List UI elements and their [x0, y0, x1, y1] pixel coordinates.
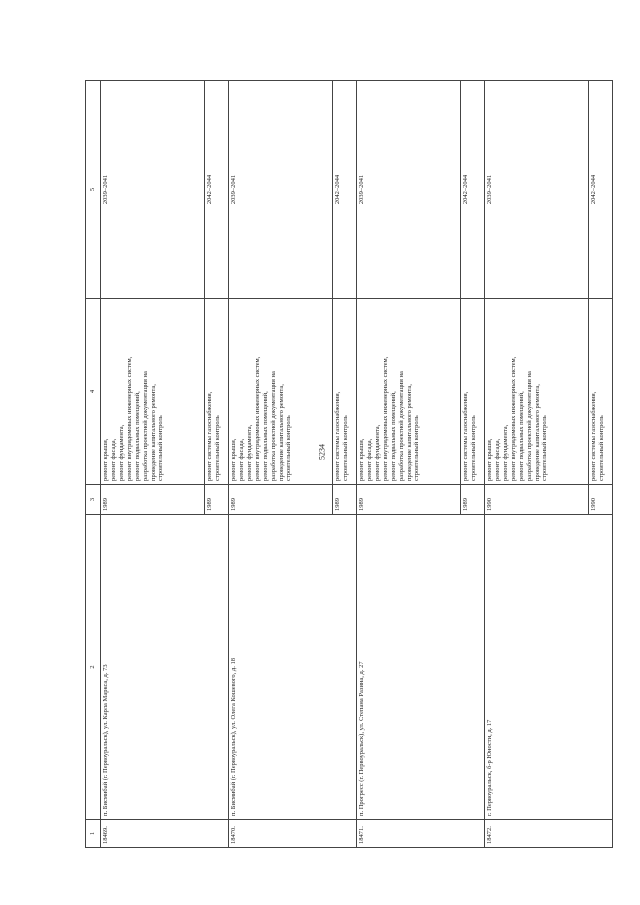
- record-number: 18472.: [485, 820, 613, 848]
- work-item: ремонт крыши,: [102, 438, 109, 481]
- record-address: п. Бисмибай (г. Первоуральск), ул. Карла Маркса, д. 73: [101, 515, 229, 820]
- works-list: [485, 299, 589, 485]
- works-list: [101, 299, 205, 485]
- work-item: ремонт системы газоснабжения,: [334, 391, 341, 481]
- work-item: разработка проектной документации на: [397, 371, 405, 481]
- header-cell: 3: [86, 485, 101, 515]
- build-year: 1989: [333, 485, 357, 515]
- header-cell: 1: [86, 820, 101, 848]
- table-row: [229, 81, 333, 848]
- work-item: ремонт крыши,: [358, 438, 365, 481]
- work-item: проведение капитального ремонта,: [405, 384, 413, 481]
- table-container: [85, 80, 605, 848]
- repair-period: 2039–2041: [485, 81, 589, 299]
- works-list: [229, 299, 333, 485]
- repair-period: 2039–2041: [101, 81, 205, 299]
- header-cell: 4: [86, 299, 101, 485]
- build-year: 1990: [485, 485, 589, 515]
- build-year: 1989: [461, 485, 485, 515]
- repair-schedule-table: [85, 80, 613, 848]
- work-item: ремонт системы газоснабжения,: [590, 391, 597, 481]
- work-item: ремонт фасада,: [109, 438, 117, 481]
- build-year: 1990: [589, 485, 613, 515]
- works-list: [357, 299, 461, 485]
- work-item: строительный контроль: [541, 415, 549, 481]
- work-item: ремонт фасада,: [493, 438, 501, 481]
- record-number: 18470.: [229, 820, 357, 848]
- work-item: строительный контроль: [213, 415, 221, 481]
- repair-period: 2042–2044: [461, 81, 485, 299]
- works-list: [205, 299, 229, 485]
- work-item: ремонт фасада,: [237, 438, 245, 481]
- work-item: проведение капитального ремонта,: [277, 384, 285, 481]
- works-list: [589, 299, 613, 485]
- work-item: проведение капитального ремонта,: [149, 384, 157, 481]
- record-address: п. Бисмибай (г. Первоуральск), ул. Олега Кошевого, д. 18: [229, 515, 357, 820]
- record-number: 18471.: [357, 820, 485, 848]
- header-row: [86, 81, 101, 848]
- table-body: [101, 81, 613, 848]
- work-item: строительный контроль: [597, 415, 605, 481]
- work-item: строительный контроль: [285, 415, 293, 481]
- repair-period: 2042–2044: [589, 81, 613, 299]
- work-item: ремонт фундамента,: [245, 424, 253, 481]
- header-cell: 5: [86, 81, 101, 299]
- header-cell: 2: [86, 515, 101, 820]
- work-item: ремонт подвальных помещений,: [261, 391, 269, 481]
- build-year: 1989: [101, 485, 205, 515]
- work-item: ремонт фасада,: [365, 438, 373, 481]
- repair-period: 2042–2044: [333, 81, 357, 299]
- repair-period: 2039–2041: [229, 81, 333, 299]
- work-item: строительный контроль: [157, 415, 165, 481]
- build-year: 1989: [205, 485, 229, 515]
- rotated-table-frame: [85, 80, 605, 848]
- work-item: ремонт внутридомовых инженерных систем,: [125, 356, 133, 481]
- work-item: ремонт подвальных помещений,: [133, 391, 141, 481]
- work-item: ремонт подвальных помещений,: [517, 391, 525, 481]
- work-item: ремонт системы газоснабжения,: [206, 391, 213, 481]
- build-year: 1989: [357, 485, 461, 515]
- work-item: ремонт внутридомовых инженерных систем,: [253, 356, 261, 481]
- repair-period: 2039–2041: [357, 81, 461, 299]
- work-item: ремонт фундамента,: [117, 424, 125, 481]
- repair-period: 2042–2044: [205, 81, 229, 299]
- work-item: ремонт внутридомовых инженерных систем,: [509, 356, 517, 481]
- work-item: проведение капитального ремонта,: [533, 384, 541, 481]
- work-item: строительный контроль: [413, 415, 421, 481]
- page-number: 5234: [317, 444, 327, 460]
- table-row: [357, 81, 461, 848]
- record-address: п. Прогресс (г. Первоуральск), ул. Степана Разина, д. 27: [357, 515, 485, 820]
- work-item: ремонт крыши,: [486, 438, 493, 481]
- record-address: г. Первоуральск, б-р Юности, д. 17: [485, 515, 613, 820]
- works-list: [333, 299, 357, 485]
- work-item: строительный контроль: [469, 415, 477, 481]
- work-item: ремонт фундамента,: [501, 424, 509, 481]
- work-item: разработка проектной документации на: [269, 371, 277, 481]
- record-number: 18469.: [101, 820, 229, 848]
- table-row: [101, 81, 205, 848]
- work-item: ремонт системы газоснабжения,: [462, 391, 469, 481]
- work-item: ремонт фундамента,: [373, 424, 381, 481]
- build-year: 1989: [229, 485, 333, 515]
- work-item: ремонт подвальных помещений,: [389, 391, 397, 481]
- work-item: строительный контроль: [341, 415, 349, 481]
- table-row: [485, 81, 589, 848]
- work-item: ремонт крыши,: [230, 438, 237, 481]
- works-list: [461, 299, 485, 485]
- work-item: ремонт внутридомовых инженерных систем,: [381, 356, 389, 481]
- work-item: разработка проектной документации на: [141, 371, 149, 481]
- work-item: разработка проектной документации на: [525, 371, 533, 481]
